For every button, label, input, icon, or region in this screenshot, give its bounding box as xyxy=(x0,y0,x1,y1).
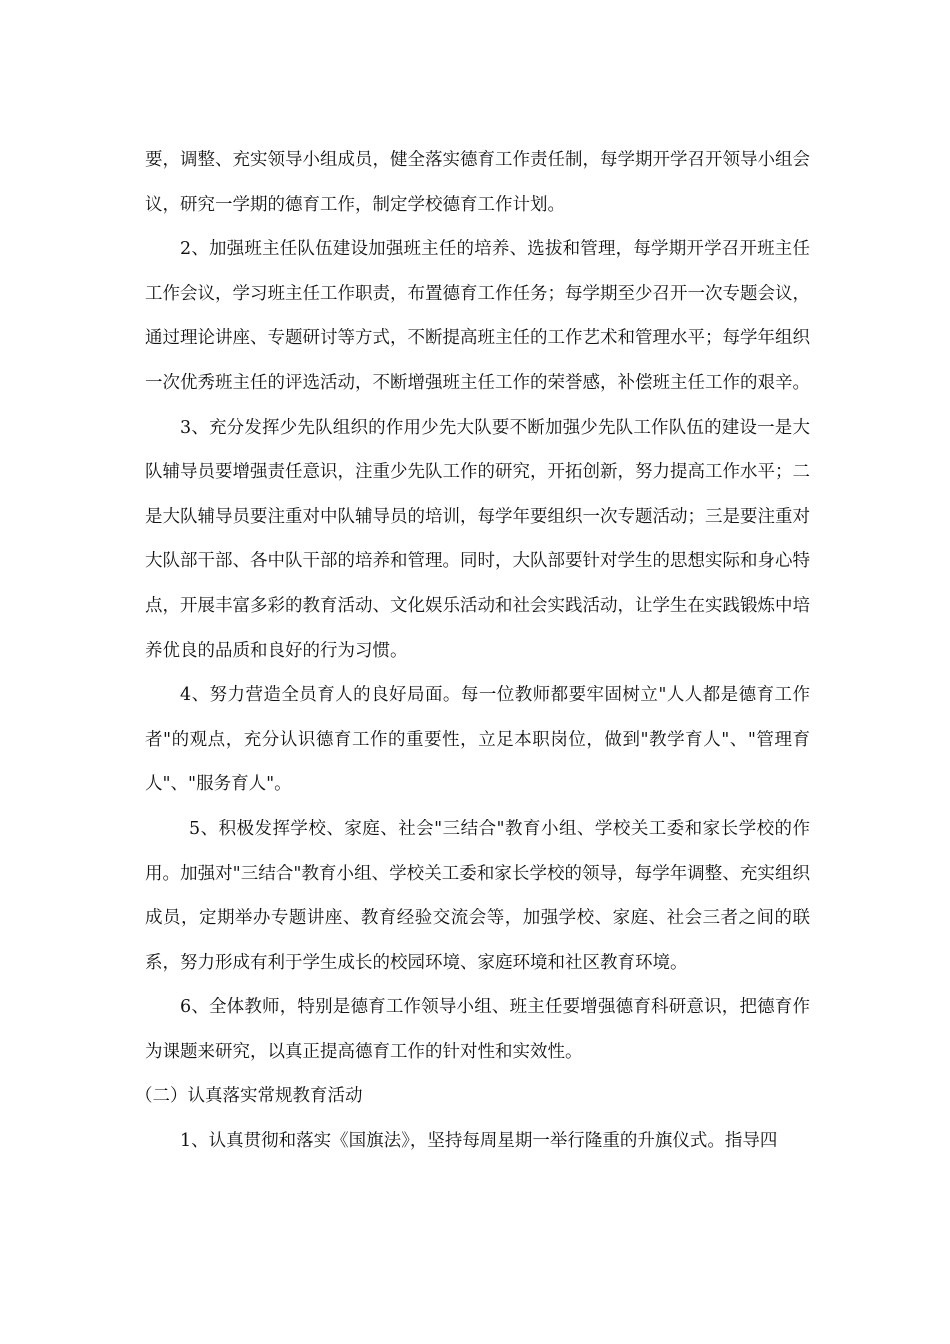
paragraph-4-all-staff: 4、努力营造全员育人的良好局面。每一位教师都要牢固树立"人人都是德育工作者"的观点，充分认识德育工作的重要性，立足本职岗位，做到"教学育人"、"管理育人"、"服务育人"。 xyxy=(145,685,810,795)
paragraph-5-three-combination: 5、积极发挥学校、家庭、社会"三结合"教育小组、学校关工委和家长学校的作用。加强对"三结合"教育小组、学校关工委和家长学校的领导，每学年调整、充实组织成员，定期举办专题讲座、教育经验交流会等，加强学校、家庭、社会三者之间的联系，努力形成有利于学生成长的校园环境、家庭环境和社区教育环境。 xyxy=(145,818,810,973)
document-body xyxy=(135,138,810,1164)
section-heading-routine-education: （二）认真落实常规教育活动 xyxy=(135,1086,363,1107)
paragraph-6-research: 6、全体教师，特别是德育工作领导小组、班主任要增强德育科研意识，把德育作为课题来研究，以真正提高德育工作的针对性和实效性。 xyxy=(145,997,810,1062)
paragraph-flag-ceremony: 1、认真贯彻和落实《国旗法》，坚持每周星期一举行隆重的升旗仪式。指导四 xyxy=(180,1131,778,1152)
paragraph-3-young-pioneers: 3、充分发挥少先队组织的作用少先大队要不断加强少先队工作队伍的建设一是大队辅导员要增强责任意识，注重少先队工作的研究，开拓创新，努力提高工作水平；二是大队辅导员要注重对中队辅导员的培训，每学年要组织一次专题活动；三是要注重对大队部干部、各中队干部的培养和管理。同时，大队部要针对学生的思想实际和身心特点，开展丰富多彩的教育活动、文化娱乐活动和社会实践活动，让学生在实践锻炼中培养优良的品质和良好的行为习惯。 xyxy=(145,417,810,661)
paragraph-2-class-teacher: 2、加强班主任队伍建设加强班主任的培养、选拔和管理，每学期开学召开班主任工作会议，学习班主任工作职责，布置德育工作任务；每学期至少召开一次专题会议，通过理论讲座、专题研讨等方式，不断提高班主任的工作艺术和管理水平；每学年组织一次优秀班主任的评选活动，不断增强班主任工作的荣誉感，补偿班主任工作的艰辛。 xyxy=(145,239,810,393)
paragraph-1-continued: 要，调整、充实领导小组成员，健全落实德育工作责任制，每学期开学召开领导小组会议，研究一学期的德育工作，制定学校德育工作计划。 xyxy=(145,150,810,215)
